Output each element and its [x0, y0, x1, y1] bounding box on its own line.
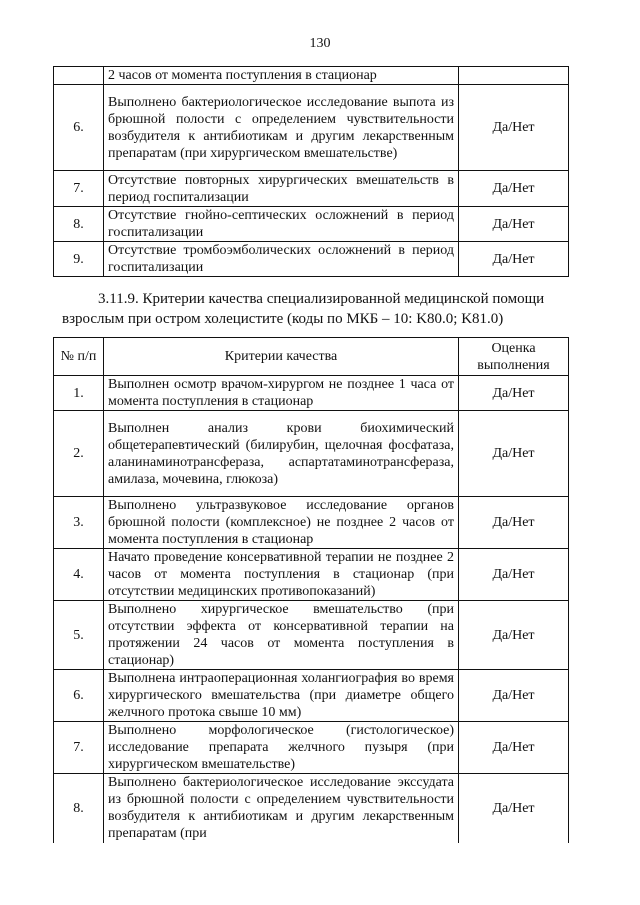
row-number: 7. [54, 171, 104, 207]
table-row [54, 376, 569, 411]
rating-value: Да/Нет [459, 171, 569, 207]
row-number: 6. [54, 670, 104, 722]
row-number: 4. [54, 549, 104, 601]
criterion-text: Отсутствие гнойно-септических осложнений в период госпитализации [104, 207, 459, 242]
rating-value: Да/Нет [459, 601, 569, 670]
table-row [54, 722, 569, 774]
heading-line: взрослым при остром холецистите (коды по МКБ – 10: K80.0; K81.0) [62, 311, 504, 327]
table-row [54, 774, 569, 843]
column-header-criteria: Критерии качества [104, 338, 459, 376]
quality-criteria-table [53, 337, 569, 843]
rating-value: Да/Нет [459, 497, 569, 549]
row-number: 5. [54, 601, 104, 670]
table-row [54, 497, 569, 549]
row-number: 8. [54, 774, 104, 843]
rating-value: Да/Нет [459, 242, 569, 277]
criterion-text: Начато проведение консервативной терапии не позднее 2 часов от момента поступления в стационар (при отсутствии медицинских противопоказаний) [104, 549, 459, 601]
rating-value [459, 67, 569, 85]
table-row [54, 411, 569, 497]
criterion-text: Выполнена интраоперационная холангиография во время хирургического вмешательства (при диаметре общего желчного протока свыше 10 мм) [104, 670, 459, 722]
criterion-text: Выполнен анализ крови биохимический общетерапевтический (билирубин, щелочная фосфатаза, аланинаминотрансфераза, аспартатаминотрансфераза, амилаза, мочевина, глюкоза) [104, 411, 459, 497]
table-row [54, 67, 569, 85]
criteria-table-continued [53, 66, 569, 277]
table-row [54, 207, 569, 242]
rating-value: Да/Нет [459, 411, 569, 497]
row-number [54, 67, 104, 85]
criterion-text: Выполнено хирургическое вмешательство (при отсутствии эффекта от консервативной терапии на протяжении 24 часов от момента поступления в стационар) [104, 601, 459, 670]
criterion-text: Выполнено бактериологическое исследование выпота из брюшной полости с определением чувствительности возбудителя к антибиотикам и другим лекарственным препаратам (при хирургическом вмешательстве) [104, 85, 459, 171]
criterion-text: 2 часов от момента поступления в стационар [104, 67, 459, 85]
row-number: 9. [54, 242, 104, 277]
criterion-text: Выполнено морфологическое (гистологическое) исследование препарата желчного пузыря (при хирургическом вмешательстве) [104, 722, 459, 774]
criterion-text: Выполнено бактериологическое исследование экссудата из брюшной полости с определением чувствительности возбудителя к антибиотикам и другим лекарственным препаратам (при [104, 774, 459, 843]
criterion-text: Отсутствие тромбоэмболических осложнений в период госпитализации [104, 242, 459, 277]
table-row [54, 242, 569, 277]
rating-value: Да/Нет [459, 207, 569, 242]
table-row [54, 171, 569, 207]
criterion-text: Выполнено ультразвуковое исследование органов брюшной полости (комплексное) не позднее 2 часов от момента поступления в стационар [104, 497, 459, 549]
row-number: 2. [54, 411, 104, 497]
criterion-text: Отсутствие повторных хирургических вмешательств в период госпитализации [104, 171, 459, 207]
page-number: 130 [309, 36, 331, 51]
heading-line: 3.11.9. Критерии качества специализированной медицинской помощи [98, 291, 545, 307]
criterion-text: Выполнен осмотр врачом-хирургом не позднее 1 часа от момента поступления в стационар [104, 376, 459, 411]
rating-value: Да/Нет [459, 774, 569, 843]
table-row [54, 85, 569, 171]
rating-value: Да/Нет [459, 722, 569, 774]
section-heading [62, 289, 562, 329]
row-number: 8. [54, 207, 104, 242]
row-number: 1. [54, 376, 104, 411]
rating-value: Да/Нет [459, 549, 569, 601]
row-number: 3. [54, 497, 104, 549]
column-header-number: № п/п [54, 338, 104, 376]
row-number: 7. [54, 722, 104, 774]
rating-value: Да/Нет [459, 85, 569, 171]
rating-value: Да/Нет [459, 376, 569, 411]
table-header-row [54, 338, 569, 376]
row-number: 6. [54, 85, 104, 171]
rating-value: Да/Нет [459, 670, 569, 722]
table-row [54, 670, 569, 722]
table-row [54, 601, 569, 670]
column-header-rating: Оценка выполнения [459, 338, 569, 376]
table-row [54, 549, 569, 601]
